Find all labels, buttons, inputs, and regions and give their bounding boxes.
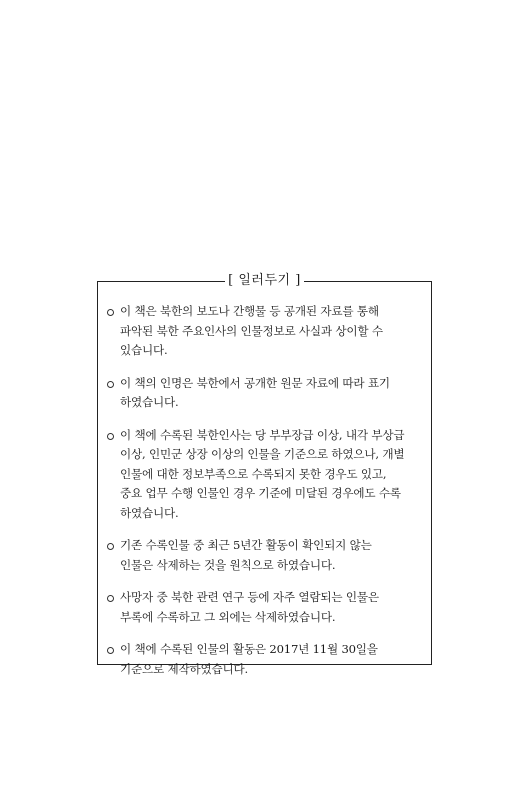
circle-bullet-icon xyxy=(107,595,114,602)
notice-line: 하였습니다. xyxy=(120,395,179,409)
notice-line: 이 책에 수록된 북한인사는 당 부부장급 이상, 내각 부상급 xyxy=(120,427,405,442)
circle-bullet-icon xyxy=(107,309,114,316)
circle-bullet-icon xyxy=(107,543,114,550)
notice-title xyxy=(98,272,431,290)
notice-title-text: [ 일러두기 ] xyxy=(225,273,304,288)
notice-line: 하였습니다. xyxy=(120,505,179,520)
notice-line: 이 책은 북한의 보도나 간행물 등 공개된 자료를 통해 xyxy=(120,304,379,318)
notice-line: 파악된 북한 주요인사의 인물정보로 사실과 상이할 수 xyxy=(120,323,383,338)
notice-item xyxy=(106,426,419,524)
notice-box xyxy=(97,273,432,676)
notice-line: 이 책에 수록된 인물의 활동은 2017년 11월 30일을 xyxy=(120,642,378,656)
notice-line: 부록에 수록하고 그 외에는 삭제하였습니다. xyxy=(120,609,336,624)
notice-list xyxy=(106,302,419,692)
notice-item xyxy=(106,374,419,413)
circle-bullet-icon xyxy=(107,647,114,654)
notice-item xyxy=(106,302,419,361)
notice-line: 기준으로 제작하였습니다. xyxy=(120,661,248,676)
notice-line: 이 책의 인명은 북한에서 공개한 원문 자료에 따라 표기 xyxy=(120,375,390,390)
notice-item xyxy=(106,588,419,627)
notice-item xyxy=(106,536,419,575)
notice-line: 기존 수록인물 중 최근 5년간 활동이 확인되지 않는 xyxy=(120,538,372,552)
notice-line: 이상, 인민군 상장 이상의 인물을 기준으로 하였으나, 개별 xyxy=(120,447,405,461)
notice-line: 중요 업무 수행 인물인 경우 기준에 미달된 경우에도 수록 xyxy=(120,486,401,500)
notice-line: 인물에 대한 정보부족으로 수록되지 못한 경우도 있고, xyxy=(120,466,387,481)
circle-bullet-icon xyxy=(107,433,114,440)
notice-item xyxy=(106,640,419,679)
notice-line: 인물은 삭제하는 것을 원칙으로 하였습니다. xyxy=(120,557,336,572)
notice-line: 사망자 중 북한 관련 연구 등에 자주 열람되는 인물은 xyxy=(120,590,379,604)
notice-line: 있습니다. xyxy=(120,343,168,357)
circle-bullet-icon xyxy=(107,381,114,388)
